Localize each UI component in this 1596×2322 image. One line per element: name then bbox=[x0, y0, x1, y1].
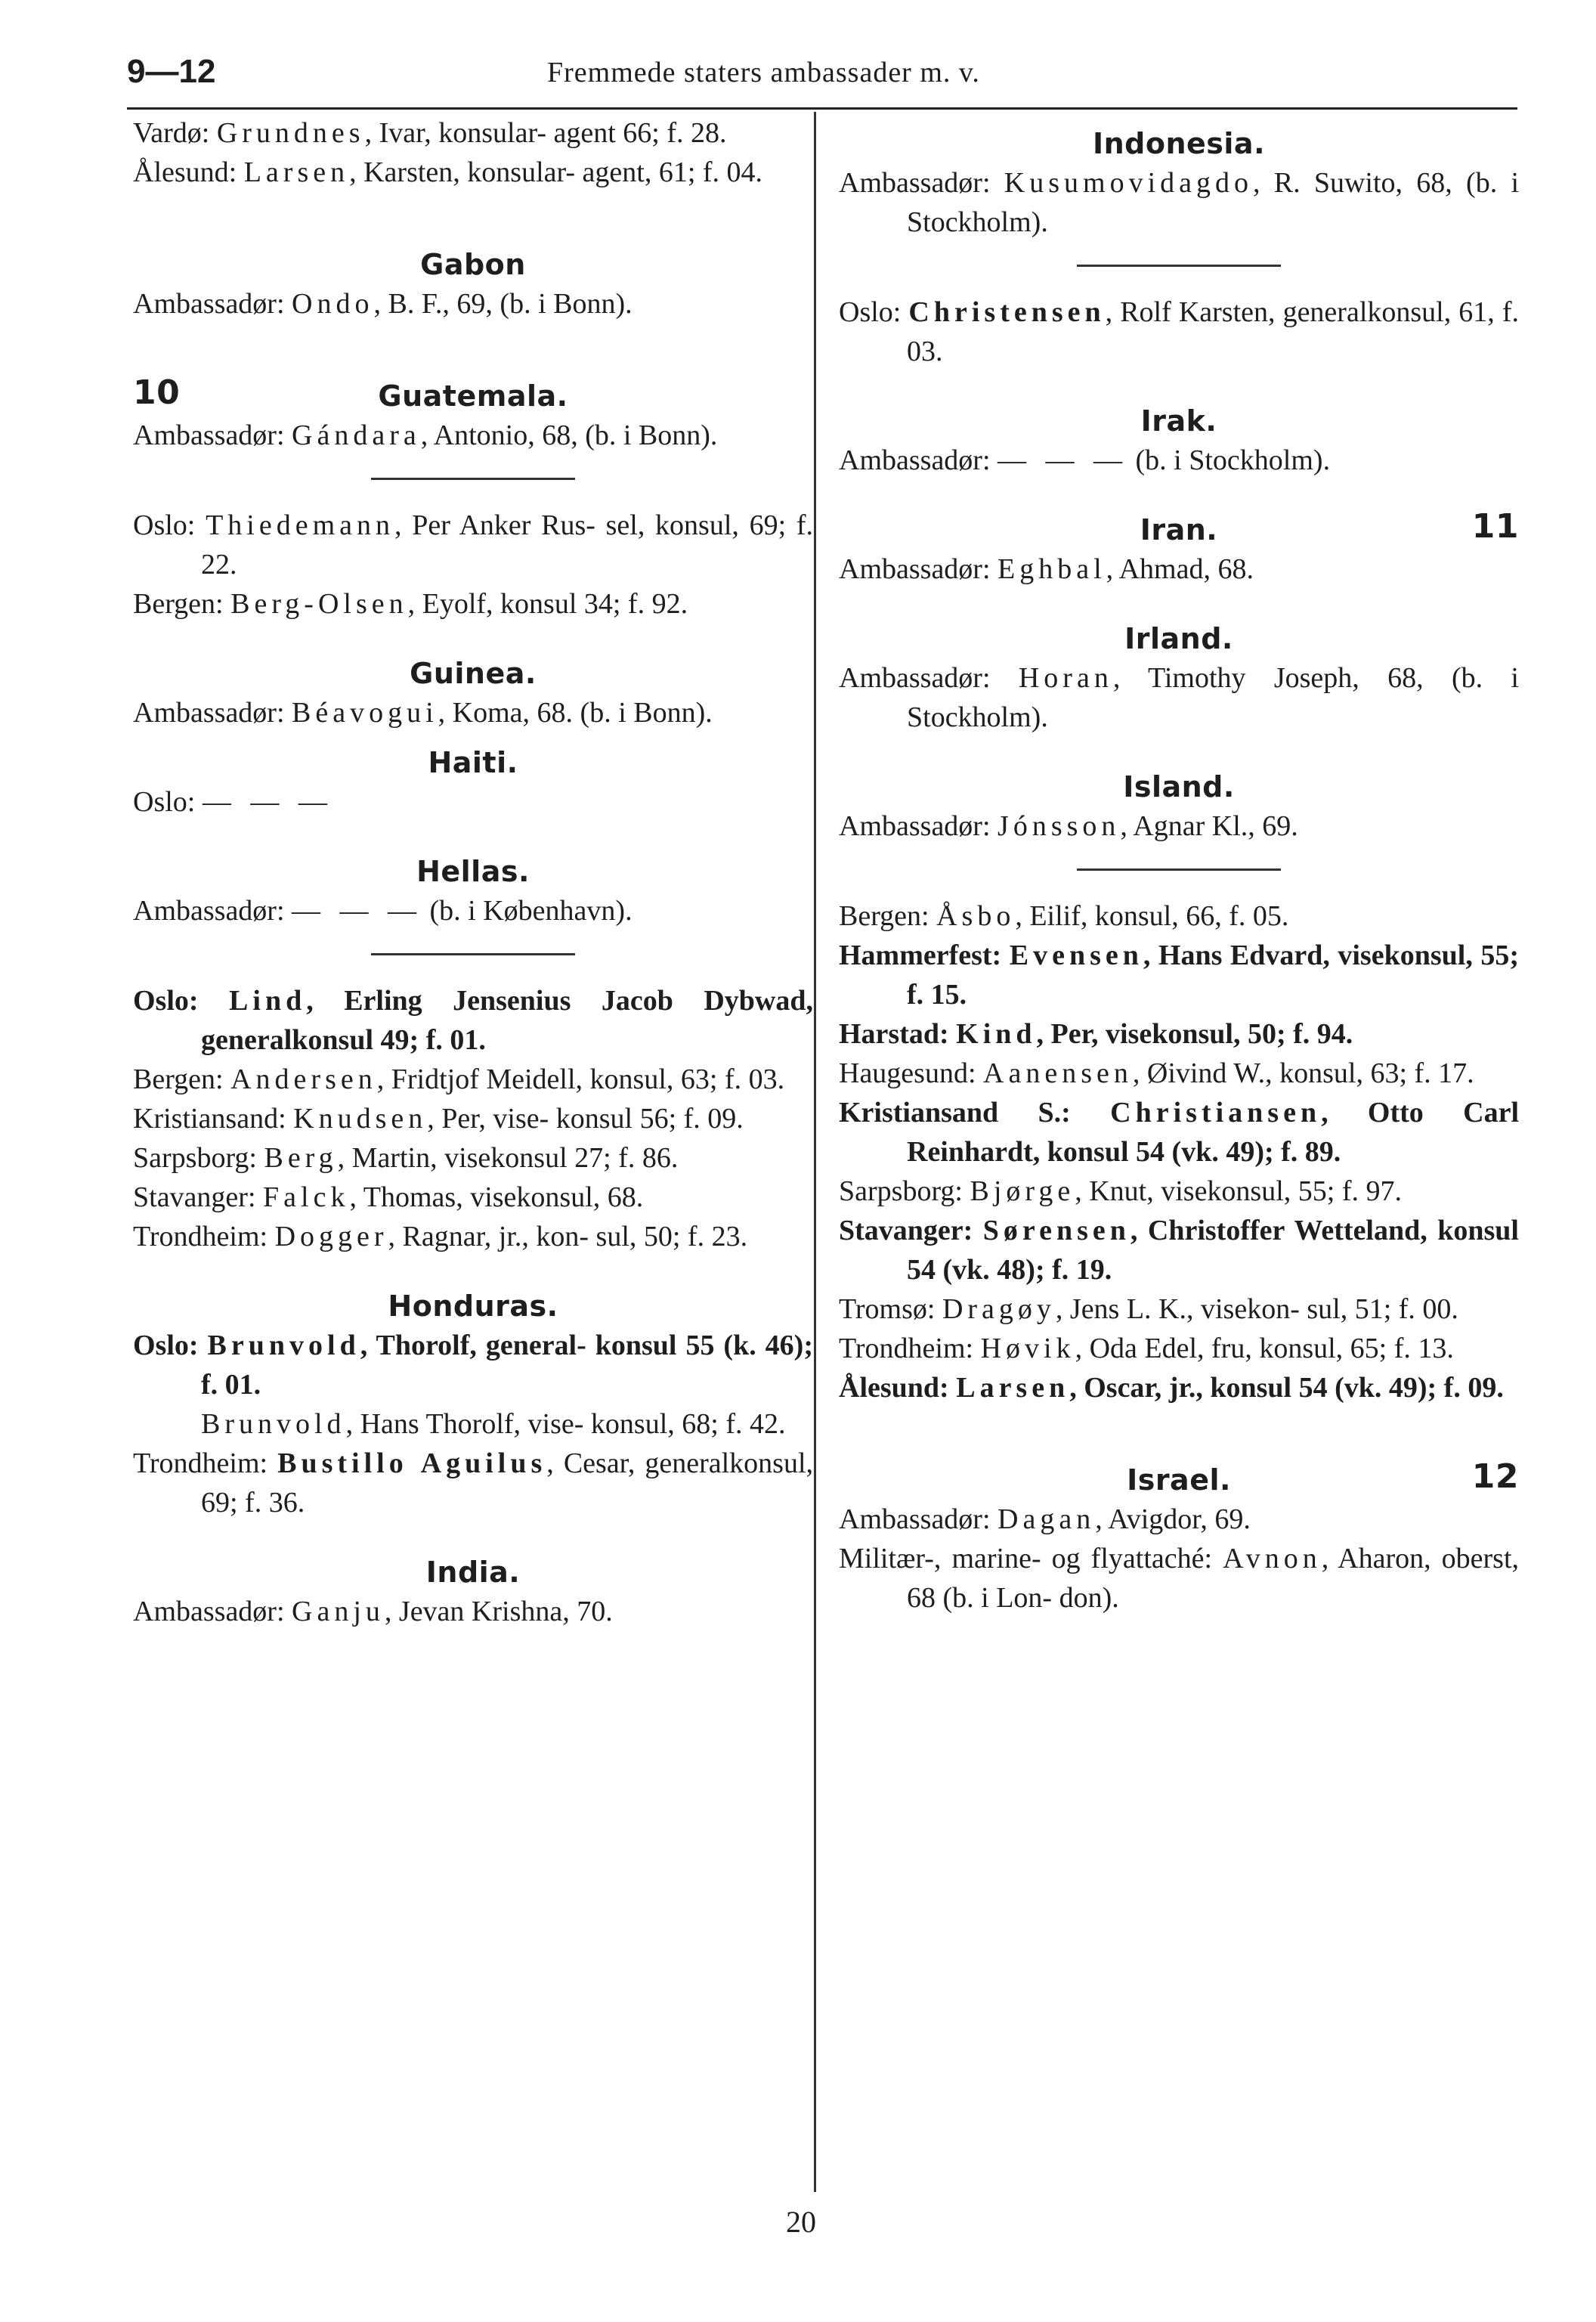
entry-irland-ambassador: Ambassadør: Horan, Timothy Joseph, 68, (b. i Stockholm). bbox=[839, 662, 1519, 733]
country-heading-guatemala: 10 Guatemala. bbox=[133, 373, 568, 413]
entry-hellas-ambassador: Ambassadør: — — — (b. i København). bbox=[133, 895, 633, 927]
entry-haiti-oslo: Oslo: — — — bbox=[133, 786, 333, 818]
entry-honduras-trondheim: Trondheim: Bustillo Aguilus, Cesar, generalkonsul, 69; f. 36. bbox=[133, 1447, 814, 1519]
country-heading-india: India. bbox=[425, 1556, 521, 1589]
page-folio: 20 bbox=[786, 2205, 816, 2239]
section-marker-12: 12 bbox=[1471, 1457, 1519, 1496]
entry-hellas-oslo: Oslo: Lind, Erling Jensenius Jacob Dybwad, generalkonsul 49; f. 01. bbox=[133, 985, 813, 1056]
entry-hellas-sarpsborg: Sarpsborg: Berg, Martin, visekonsul 27; f. 86. bbox=[133, 1142, 679, 1174]
country-heading-guinea: Guinea. bbox=[410, 657, 537, 690]
entry-honduras-oslo: Oslo: Brunvold, Thorolf, general- konsul 55 (k. 46); f. 01. bbox=[133, 1330, 813, 1401]
entry-india-ambassador: Ambassadør: Ganju, Jevan Krishna, 70. bbox=[133, 1596, 613, 1627]
page-number: 9—12 bbox=[127, 53, 216, 90]
separator bbox=[371, 478, 575, 480]
entry-island-kristiansand: Kristiansand S.: Christiansen, Otto Carl Reinhardt, konsul 54 (vk. 49); f. 89. bbox=[839, 1097, 1519, 1168]
entry-guatemala-oslo: Oslo: Thiedemann, Per Anker Rus- sel, konsul, 69; f. 22. bbox=[133, 509, 813, 580]
entry-gabon-ambassador: Ambassadør: Ondo, B. F., 69, (b. i Bonn). bbox=[133, 288, 633, 320]
entry-indonesia-ambassador: Ambassadør: Kusumovidagdo, R. Suwito, 68, (b. i Stockholm). bbox=[839, 167, 1519, 238]
entry-alesund: Ålesund: Larsen, Karsten, konsular- agent, 61; f. 04. bbox=[133, 156, 763, 188]
entry-island-trondheim: Trondheim: Høvik, Oda Edel, fru, konsul, 65; f. 13. bbox=[839, 1333, 1454, 1364]
entry-guatemala-ambassador: Ambassadør: Gándara, Antonio, 68, (b. i Bonn). bbox=[133, 420, 718, 451]
entry-vardo: Vardø: Grundnes, Ivar, konsular- agent 66; f. 28. bbox=[133, 117, 727, 149]
entry-island-bergen: Bergen: Åsbo, Eilif, konsul, 66, f. 05. bbox=[839, 900, 1289, 932]
entry-island-ambassador: Ambassadør: Jónsson, Agnar Kl., 69. bbox=[839, 810, 1298, 842]
country-heading-irland: Irland. bbox=[1124, 622, 1233, 655]
country-heading-israel: Israel. 12 bbox=[1127, 1457, 1519, 1497]
separator bbox=[371, 953, 575, 955]
entry-iran-ambassador: Ambassadør: Eghbal, Ahmad, 68. bbox=[839, 553, 1254, 585]
entry-hellas-trondheim: Trondheim: Dogger, Ragnar, jr., kon- sul, 50; f. 23. bbox=[133, 1221, 748, 1252]
entry-honduras-oslo-2: Brunvold, Hans Thorolf, vise- konsul, 68; f. 42. bbox=[201, 1408, 786, 1440]
country-heading-iran: Iran. 11 bbox=[1140, 507, 1519, 546]
entry-island-sarpsborg: Sarpsborg: Bjørge, Knut, visekonsul, 55; f. 97. bbox=[839, 1175, 1402, 1207]
header-rule bbox=[127, 107, 1517, 110]
country-heading-gabon: Gabon bbox=[420, 248, 526, 281]
country-heading-irak: Irak. bbox=[1140, 404, 1217, 438]
entry-hellas-stavanger: Stavanger: Falck, Thomas, visekonsul, 68. bbox=[133, 1181, 644, 1213]
entry-guatemala-bergen: Bergen: Berg-Olsen, Eyolf, konsul 34; f. 92. bbox=[133, 588, 688, 620]
entry-israel-ambassador: Ambassadør: Dagan, Avigdor, 69. bbox=[839, 1503, 1251, 1535]
entry-irak-ambassador: Ambassadør: — — — (b. i Stockholm). bbox=[839, 444, 1331, 476]
column-divider bbox=[814, 112, 816, 2192]
country-heading-island: Island. bbox=[1123, 770, 1235, 803]
entry-guinea-ambassador: Ambassadør: Béavogui, Koma, 68. (b. i Bonn). bbox=[133, 697, 713, 729]
page-header bbox=[127, 53, 1517, 98]
section-marker-11: 11 bbox=[1471, 507, 1519, 546]
entry-island-hammerfest: Hammerfest: Evensen, Hans Edvard, visekonsul, 55; f. 15. bbox=[839, 940, 1519, 1011]
left-column bbox=[133, 113, 813, 1631]
entry-israel-attache: Militær-, marine- og flyattaché: Avnon, Aharon, oberst, 68 (b. i Lon- don). bbox=[839, 1543, 1520, 1614]
separator bbox=[1077, 868, 1281, 871]
running-title: Fremmede staters ambassader m. v. bbox=[547, 57, 980, 88]
country-heading-haiti: Haiti. bbox=[428, 746, 518, 779]
country-heading-indonesia: Indonesia. bbox=[1092, 127, 1266, 160]
entry-island-stavanger: Stavanger: Sørensen, Christoffer Wetteland, konsul 54 (vk. 48); f. 19. bbox=[839, 1215, 1519, 1286]
entry-island-alesund: Ålesund: Larsen, Oscar, jr., konsul 54 (vk. 49); f. 09. bbox=[839, 1372, 1504, 1404]
country-heading-hellas: Hellas. bbox=[416, 855, 530, 888]
entry-hellas-kristiansand: Kristiansand: Knudsen, Per, vise- konsul 56; f. 09. bbox=[133, 1103, 744, 1135]
entry-island-haugesund: Haugesund: Aanensen, Øivind W., konsul, 63; f. 17. bbox=[839, 1057, 1474, 1089]
entry-hellas-bergen: Bergen: Andersen, Fridtjof Meidell, konsul, 63; f. 03. bbox=[133, 1063, 785, 1095]
section-marker-10: 10 bbox=[133, 373, 181, 412]
right-column bbox=[839, 113, 1519, 1618]
entry-island-harstad: Harstad: Kind, Per, visekonsul, 50; f. 94. bbox=[839, 1018, 1353, 1050]
entry-indonesia-oslo: Oslo: Christensen, Rolf Karsten, generalkonsul, 61, f. 03. bbox=[839, 296, 1519, 367]
entry-island-tromso: Tromsø: Dragøy, Jens L. K., visekon- sul, 51; f. 00. bbox=[839, 1293, 1458, 1325]
separator bbox=[1077, 265, 1281, 267]
country-heading-honduras: Honduras. bbox=[388, 1289, 558, 1323]
